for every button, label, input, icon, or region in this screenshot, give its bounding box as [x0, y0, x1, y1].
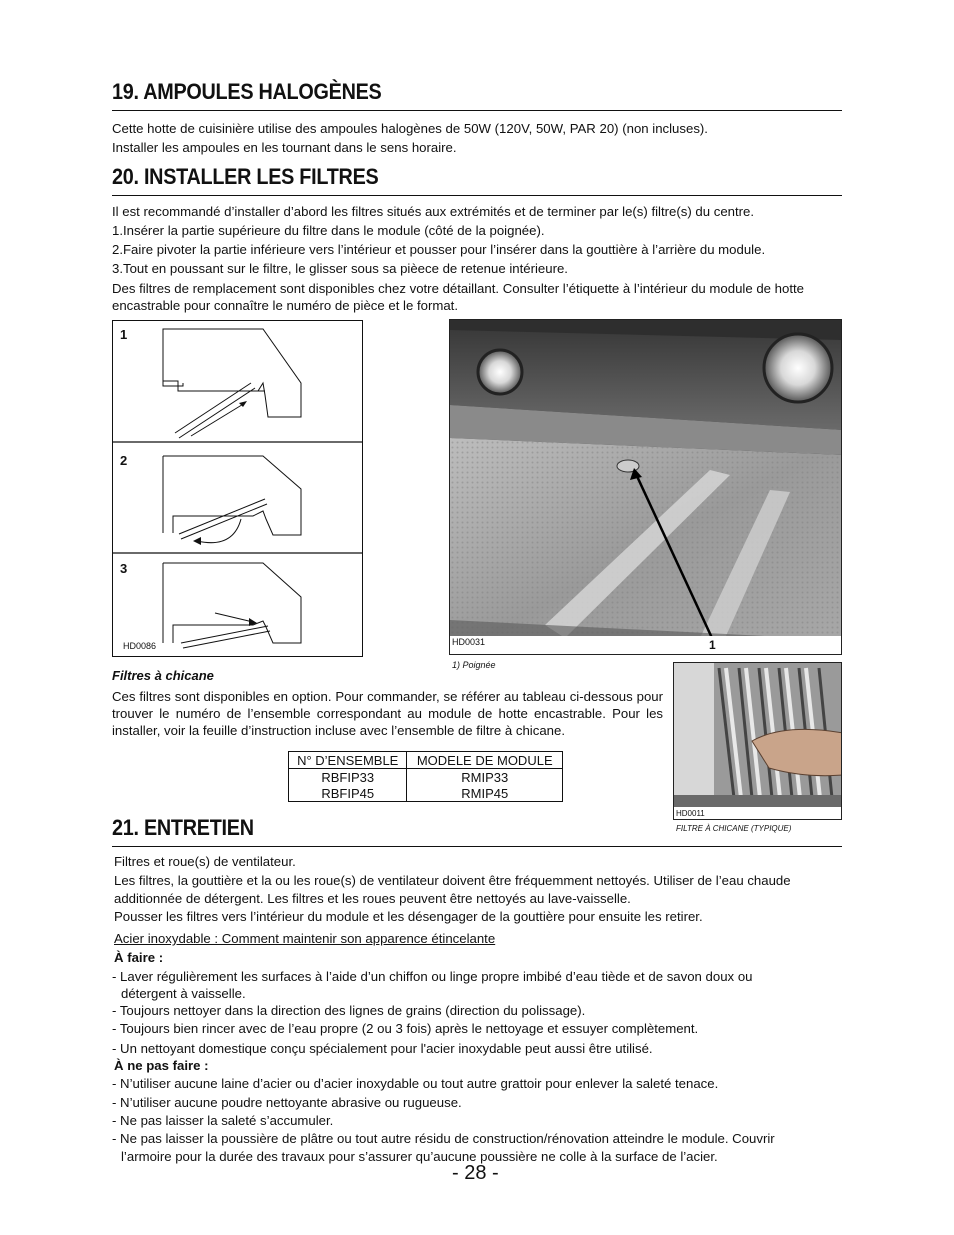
do-item-2: - Toujours nettoyer dans la direction des lignes de grains (direction du polissage).: [112, 1003, 586, 1018]
s20-replacement-line2: encastrable pour connaître le numéro de pièce et le format.: [112, 298, 459, 313]
diagram-drawing: [113, 321, 362, 656]
section-19-title: 19. AMPOULES HALOGÈNES: [112, 79, 382, 104]
s19-line2: Installer les ampoules en les tournant dans le sens horaire.: [112, 140, 457, 155]
stainless-steel-heading: Acier inoxydable : Comment maintenir son apparence étincelante: [114, 931, 496, 946]
diagram-code: HD0086: [123, 641, 157, 651]
s21-line2: Les filtres, la gouttière et la ou les roue(s) de ventilateur doivent être fréquemment nettoyés. Utiliser de l’eau chaude: [114, 873, 791, 888]
s20-intro: Il est recommandé d’installer d’abord les filtres situés aux extrémités et de terminer par le(s) filtre(s) du centre.: [112, 204, 755, 219]
photo2-caption: FILTRE À CHICANE (TYPIQUE): [676, 824, 792, 833]
kit-model-table: [288, 751, 563, 802]
dont-item-2: - N’utiliser aucune poudre nettoyante abrasive ou rugueuse.: [112, 1095, 462, 1110]
photo1-callout: 1: [709, 638, 716, 652]
divider: [112, 195, 842, 196]
s20-step1: 1.Insérer la partie supérieure du filtre dans le module (côté de la poignée).: [112, 223, 545, 238]
dont-item-4a: - Ne pas laisser la poussière de plâtre ou tout autre résidu de construction/rénovation atteindre le module. Couvrir: [112, 1131, 775, 1146]
dont-item-4b: l’armoire pour la durée des travaux pour s’assurer qu’aucune poussière ne colle à la surface de l’acier.: [121, 1149, 718, 1164]
baffle-filters-text: Ces filtres sont disponibles en option. Pour commander, se référer au tableau ci-dessous pour trouver le numéro de l’ensemble correspondant au module de hotte encastrable. Pour les installer, voir la feuille d’instruction incluse avec l’ensemble de filtre à chicane.: [112, 689, 663, 738]
table-cell: RMIP45: [407, 785, 563, 802]
baffle-filters-title: Filtres à chicane: [112, 668, 214, 683]
filter-install-diagram: [112, 320, 363, 657]
do-item-3: - Toujours bien rincer avec de l’eau propre (2 ou 3 fois) après le nettoyage et essuyer complètement.: [112, 1021, 699, 1036]
hood-underside-photo: [449, 319, 842, 655]
divider: [112, 110, 842, 111]
photo1-caption: 1) Poignée: [452, 660, 496, 670]
s20-step2: 2.Faire pivoter la partie inférieure vers l’intérieur et pousser pour l’insérer dans la gouttière à l’arrière du module.: [112, 242, 766, 257]
hood-photo-illustration: [450, 320, 842, 655]
do-item-1b: détergent à vaisselle.: [121, 986, 246, 1001]
table-cell: RMIP33: [407, 769, 563, 786]
photo2-code: HD0011: [676, 809, 705, 818]
panel-number-1: 1: [120, 327, 128, 342]
page-number: - 28 -: [452, 1162, 499, 1184]
section-20-title: 20. INSTALLER LES FILTRES: [112, 164, 379, 189]
baffle-photo-illustration: [674, 663, 842, 820]
do-item-1a: - Laver régulièrement les surfaces à l’aide d’un chiffon ou linge propre imbibé d’eau tiède et de savon doux ou: [112, 969, 753, 984]
do-item-4: - Un nettoyant domestique conçu spécialement pour l'acier inoxydable peut aussi être utilisé.: [112, 1041, 653, 1056]
section-21-title: 21. ENTRETIEN: [112, 815, 254, 840]
s21-line3: additionnée de détergent. Les filtres et les roues peuvent être nettoyés au lave-vaisselle.: [114, 891, 631, 906]
photo1-code: HD0031: [452, 637, 486, 647]
dont-item-3: - Ne pas laisser la saleté s’accumuler.: [112, 1113, 334, 1128]
dont-item-1: - N’utiliser aucune laine d’acier ou d’acier inoxydable ou tout autre grattoir pour enlever la saleté tenace.: [112, 1076, 719, 1091]
table-header-kit: N° D’ENSEMBLE: [289, 752, 407, 769]
baffle-filter-photo: [673, 662, 842, 820]
s19-line1: Cette hotte de cuisinière utilise des ampoules halogènes de 50W (120V, 50W, PAR 20) (non incluses).: [112, 121, 708, 136]
panel-number-3: 3: [120, 561, 128, 576]
s20-replacement-line1: Des filtres de remplacement sont disponibles chez votre détaillant. Consulter l’étiquette à l’intérieur du module de hotte: [112, 281, 804, 296]
do-title: À faire :: [114, 950, 164, 965]
s21-line4: Pousser les filtres vers l’intérieur du module et les désengager de la gouttière pour ensuite les retirer.: [114, 909, 703, 924]
table-header-model: MODELE DE MODULE: [407, 752, 563, 769]
table-cell: RBFIP45: [289, 785, 407, 802]
divider: [112, 846, 842, 847]
dont-title: À ne pas faire :: [114, 1058, 209, 1073]
s21-line1: Filtres et roue(s) de ventilateur.: [114, 854, 296, 869]
s20-step3: 3.Tout en poussant sur le filtre, le glisser sous sa pièece de retenue intérieure.: [112, 261, 568, 276]
table-cell: RBFIP33: [289, 769, 407, 786]
panel-number-2: 2: [120, 453, 128, 468]
